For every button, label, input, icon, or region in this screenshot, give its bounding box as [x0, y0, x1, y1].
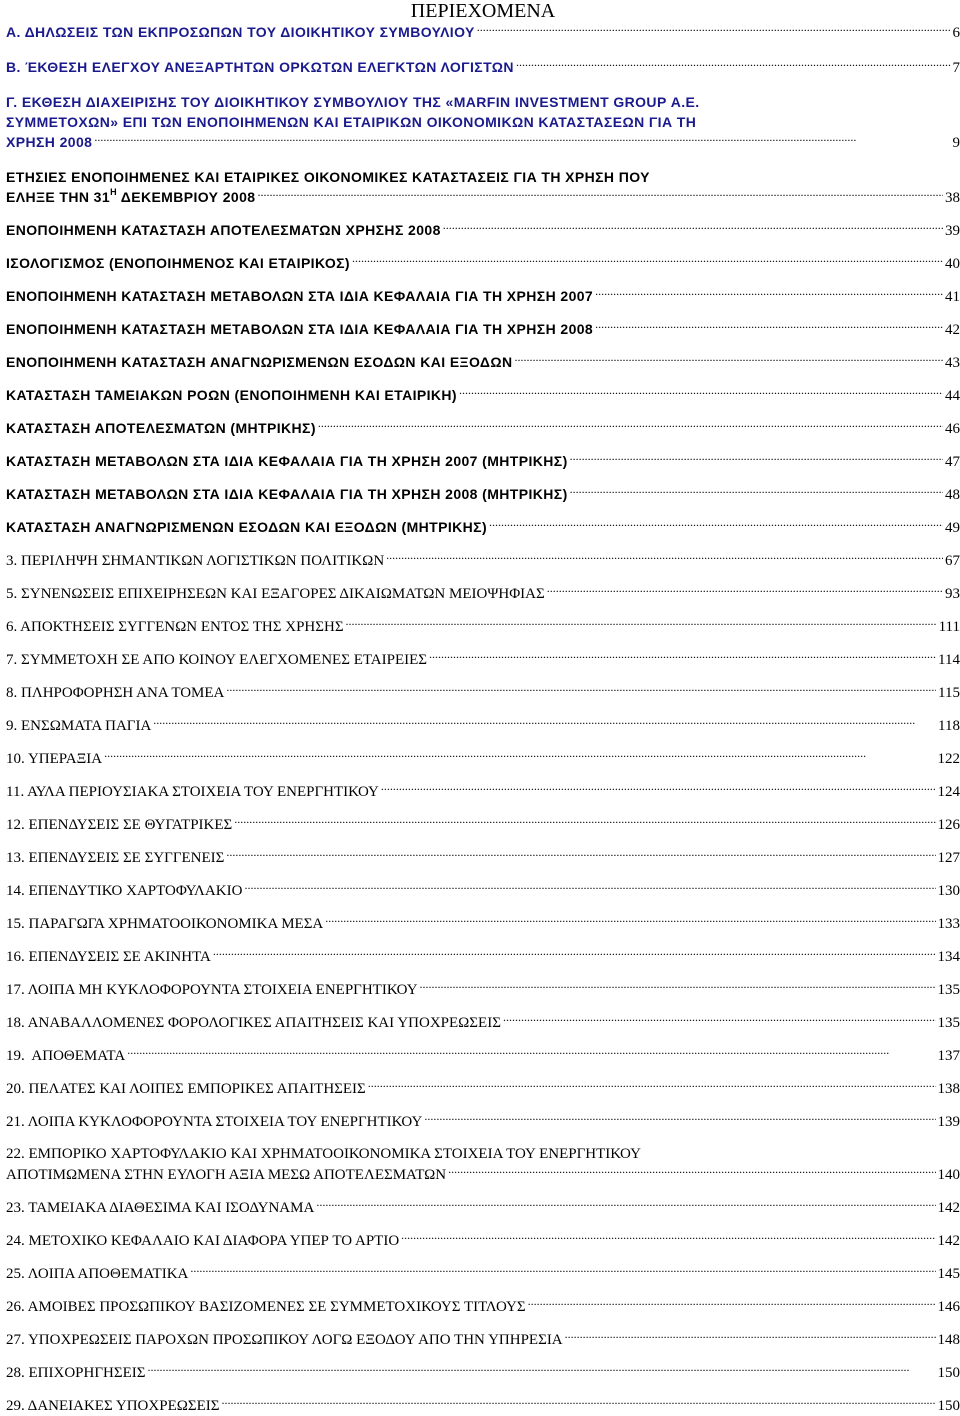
toc-entry-title: 13. ΕΠΕΝΔΥΣΕΙΣ ΣΕ ΣΥΓΓΕΝΕΙΣ: [6, 848, 224, 868]
toc-entry-line: ΣΥΜΜΕΤΟΧΩΝ» ΕΠΙ ΤΩΝ ΕΝΟΠΟΙΗΜΕΝΩΝ ΚΑΙ ΕΤΑΙΡΙΚΩΝ ΟΙΚΟΝΟΜΙΚΩΝ ΚΑΤΑΣΤΑΣΕΩΝ ΓΙΑ ΤΗ: [6, 112, 960, 132]
toc-page-number: 124: [938, 782, 960, 802]
toc-entry[interactable]: [6, 649, 960, 670]
toc-entry[interactable]: [6, 550, 960, 571]
toc-entry-last-line: [6, 286, 960, 307]
toc-page-number: 114: [938, 650, 960, 670]
toc-entry[interactable]: [6, 319, 960, 340]
dot-leader: [514, 353, 943, 367]
toc-entry-title: 10. ΥΠΕΡΑΞΙΑ: [6, 749, 102, 769]
toc-entry-title: 3. ΠΕΡΙΛΗΨΗ ΣΗΜΑΝΤΙΚΩΝ ΛΟΓΙΣΤΙΚΩΝ ΠΟΛΙΤΙΚΩΝ: [6, 551, 384, 571]
dot-leader: [595, 287, 943, 301]
toc-page-number: 46: [945, 419, 960, 439]
toc-entry[interactable]: [6, 1230, 960, 1251]
toc-entry[interactable]: [6, 1329, 960, 1350]
dot-leader: [346, 616, 937, 631]
toc-page-number: 67: [945, 551, 960, 571]
toc-entry-last-line: [6, 1078, 960, 1099]
toc-entry-title: ΧΡΗΣΗ 2008: [6, 132, 92, 152]
toc-entry-last-line: [6, 57, 960, 78]
toc-entry-title: ΚΑΤΑΣΤΑΣΗ ΑΝΑΓΝΩΡΙΣΜΕΝΩΝ ΕΣΟΔΩΝ ΚΑΙ ΕΞΟΔΩΝ (ΜΗΤΡΙΚΗΣ): [6, 517, 487, 537]
toc-entry[interactable]: [6, 1111, 960, 1132]
toc-entry-title: ΙΣΟΛΟΓΙΣΜΟΣ (ΕΝΟΠΟΙΗΜΕΝΟΣ ΚΑΙ ΕΤΑΙΡΙΚΟΣ): [6, 253, 350, 273]
toc-entry[interactable]: [6, 1144, 960, 1185]
toc-page-number: 93: [945, 584, 960, 604]
toc-entry-title-suffix: ΔΕΚΕΜΒΡΙΟΥ 2008: [117, 189, 256, 205]
toc-page-number: 42: [945, 320, 960, 340]
dot-leader: [381, 781, 936, 796]
toc-entry-title: ΚΑΤΑΣΤΑΣΗ ΜΕΤΑΒΟΛΩΝ ΣΤΑ ΙΔΙΑ ΚΕΦΑΛΑΙΑ ΓΙΑ ΤΗ ΧΡΗΣΗ 2008 (ΜΗΤΡΙΚΗΣ): [6, 484, 568, 504]
toc-page-number: 39: [945, 221, 960, 241]
toc-page-number: 44: [945, 386, 960, 406]
dot-leader: [222, 1395, 936, 1410]
toc-entry-title: 14. ΕΠΕΝΔΥΤΙΚΟ ΧΑΡΤΟΦΥΛΑΚΙΟ: [6, 881, 242, 901]
toc-entry[interactable]: [6, 847, 960, 868]
toc-entry-last-line: [6, 1263, 960, 1284]
toc-page-number: 139: [938, 1112, 960, 1132]
toc-page-number: 135: [938, 980, 960, 1000]
dot-leader: [244, 880, 935, 895]
dot-leader: [477, 23, 951, 37]
toc-entry[interactable]: [6, 253, 960, 274]
toc-entry-last-line: [6, 132, 960, 153]
toc-entry[interactable]: [6, 1362, 960, 1383]
dot-leader: [213, 946, 936, 961]
toc-page-number: 43: [945, 353, 960, 373]
toc-page-number: 47: [945, 452, 960, 472]
toc-entry[interactable]: [6, 979, 960, 1000]
toc-page-number: 122: [938, 749, 960, 769]
dot-leader: [401, 1230, 935, 1245]
dot-leader: [127, 1045, 935, 1060]
toc-entry-line: ΕΤΗΣΙΕΣ ΕΝΟΠΟΙΗΜΕΝΕΣ ΚΑΙ ΕΤΑΙΡΙΚΕΣ ΟΙΚΟΝΟΜΙΚΕΣ ΚΑΤΑΣΤΑΣΕΙΣ ΓΙΑ ΤΗ ΧΡΗΣΗ ΠΟΥ: [6, 167, 960, 187]
toc-page-number: 134: [938, 947, 960, 967]
toc-entry-title: ΕΝΟΠΟΙΗΜΕΝΗ ΚΑΤΑΣΤΑΣΗ ΜΕΤΑΒΟΛΩΝ ΣΤΑ ΙΔΙΑ ΚΕΦΑΛΑΙΑ ΓΙΑ ΤΗ ΧΡΗΣΗ 2007: [6, 286, 593, 306]
dot-leader: [226, 682, 936, 697]
toc-entry[interactable]: [6, 1078, 960, 1099]
toc-page-number: 118: [938, 716, 960, 736]
dot-leader: [352, 254, 943, 268]
toc-entry-title: 7. ΣΥΜΜΕΤΟΧΗ ΣΕ ΑΠΟ ΚΟΙΝΟΥ ΕΛΕΓΧΟΜΕΝΕΣ ΕΤΑΙΡΕΙΕΣ: [6, 650, 427, 670]
dot-leader: [503, 1012, 936, 1027]
toc-entry[interactable]: [6, 167, 960, 208]
toc-entry-last-line: [6, 880, 960, 901]
toc-entry-last-line: [6, 847, 960, 868]
toc-entry-title: ΚΑΤΑΣΤΑΣΗ ΑΠΟΤΕΛΕΣΜΑΤΩΝ (ΜΗΤΡΙΚΗΣ): [6, 418, 316, 438]
toc-entry-last-line: [6, 748, 960, 769]
toc-entry-last-line: [6, 649, 960, 670]
toc-entry-last-line: [6, 1296, 960, 1317]
toc-entry-title: 6. ΑΠΟΚΤΗΣΕΙΣ ΣΥΓΓΕΝΩΝ ΕΝΤΟΣ ΤΗΣ ΧΡΗΣΗΣ: [6, 617, 344, 637]
toc-entry-title: 24. ΜΕΤΟΧΙΚΟ ΚΕΦΑΛΑΙΟ ΚΑΙ ΔΙΑΦΟΡΑ ΥΠΕΡ ΤΟ ΑΡΤΙΟ: [6, 1231, 399, 1251]
dot-leader: [429, 649, 936, 664]
dot-leader: [316, 1197, 935, 1212]
toc-entry-last-line: [6, 385, 960, 406]
dot-leader: [234, 814, 935, 829]
toc-entry[interactable]: [6, 1045, 960, 1066]
toc-page-number: 41: [945, 287, 960, 307]
dot-leader: [420, 979, 936, 994]
toc-entry[interactable]: [6, 517, 960, 538]
toc-entry[interactable]: [6, 1263, 960, 1284]
toc-entry-last-line: [6, 484, 960, 505]
toc-entry[interactable]: [6, 583, 960, 604]
dot-leader: [318, 419, 943, 433]
toc-entry-last-line: [6, 913, 960, 934]
toc-entry-last-line: [6, 319, 960, 340]
toc-entry-last-line: [6, 616, 960, 637]
toc-entry[interactable]: [6, 92, 960, 153]
toc-entry[interactable]: [6, 1296, 960, 1317]
toc-entry-line: 22. ΕΜΠΟΡΙΚΟ ΧΑΡΤΟΦΥΛΑΚΙΟ ΚΑΙ ΧΡΗΜΑΤΟΟΙΚΟΝΟΜΙΚΑ ΣΤΟΙΧΕΙΑ ΤΟΥ ΕΝΕΡΓΗΤΙΚΟΥ: [6, 1144, 960, 1164]
toc-entry-last-line: [6, 253, 960, 274]
toc-entry[interactable]: [6, 57, 960, 78]
toc-entry-title: 15. ΠΑΡΑΓΩΓΑ ΧΡΗΜΑΤΟΟΙΚΟΝΟΜΙΚΑ ΜΕΣΑ: [6, 914, 323, 934]
dot-leader: [459, 386, 943, 400]
toc-entry-last-line: [6, 715, 960, 736]
dot-leader: [565, 1329, 936, 1344]
toc-entry[interactable]: [6, 781, 960, 802]
toc-entry-last-line: [6, 550, 960, 571]
toc-entry-last-line: [6, 220, 960, 241]
toc-entry-last-line: [6, 187, 960, 208]
toc-entry-title: ΚΑΤΑΣΤΑΣΗ ΤΑΜΕΙΑΚΩΝ ΡΟΩΝ (ΕΝΟΠΟΙΗΜΕΝΗ ΚΑΙ ΕΤΑΙΡΙΚΗ): [6, 385, 457, 405]
toc-entry-title: ΑΠΟΤΙΜΩΜΕΝΑ ΣΤΗΝ ΕΥΛΟΓΗ ΑΞΙΑ ΜΕΣΩ ΑΠΟΤΕΛΕΣΜΑΤΩΝ: [6, 1165, 446, 1185]
toc-entry-last-line: [6, 1012, 960, 1033]
dot-leader: [443, 221, 943, 235]
toc-entry-title: 29. ΔΑΝΕΙΑΚΕΣ ΥΠΟΧΡΕΩΣΕΙΣ: [6, 1396, 220, 1416]
toc-entry-title: 11. ΑΥΛΑ ΠΕΡΙΟΥΣΙΑΚΑ ΣΤΟΙΧΕΙΑ ΤΟΥ ΕΝΕΡΓΗΤΙΚΟΥ: [6, 782, 379, 802]
toc-page-number: 115: [938, 683, 960, 703]
dot-leader: [547, 583, 943, 598]
dot-leader: [368, 1078, 936, 1093]
toc-entry[interactable]: [6, 286, 960, 307]
toc-entry-title: ΕΝΟΠΟΙΗΜΕΝΗ ΚΑΤΑΣΤΑΣΗ ΑΠΟΤΕΛΕΣΜΑΤΩΝ ΧΡΗΣΗΣ 2008: [6, 220, 441, 240]
toc-entry-last-line: [6, 781, 960, 802]
toc-entry-title: 25. ΛΟΙΠΑ ΑΠΟΘΕΜΑΤΙΚΑ: [6, 1264, 188, 1284]
toc-entry-title: 8. ΠΛΗΡΟΦΟΡΗΣΗ ΑΝΑ ΤΟΜΕΑ: [6, 683, 224, 703]
toc-entry-title: [6, 187, 255, 207]
toc-entry-title: ΕΝΟΠΟΙΗΜΕΝΗ ΚΑΤΑΣΤΑΣΗ ΑΝΑΓΝΩΡΙΣΜΕΝΩΝ ΕΣΟΔΩΝ ΚΑΙ ΕΞΟΔΩΝ: [6, 352, 512, 372]
toc-entry[interactable]: [6, 880, 960, 901]
dot-leader: [257, 188, 943, 202]
toc-entry-title: Β. ΈΚΘΕΣΗ ΕΛΕΓΧΟΥ ΑΝΕΞΑΡΤΗΤΩΝ ΟΡΚΩΤΩΝ ΕΛΕΓΚΤΩΝ ΛΟΓΙΣΤΩΝ: [6, 57, 514, 77]
toc-entry[interactable]: [6, 1395, 960, 1416]
toc-entry[interactable]: [6, 385, 960, 406]
dot-leader: [147, 1362, 935, 1377]
toc-entry-title: 16. ΕΠΕΝΔΥΣΕΙΣ ΣΕ ΑΚΙΝΗΤΑ: [6, 947, 211, 967]
toc-entry-title: 5. ΣΥΝΕΝΩΣΕΙΣ ΕΠΙΧΕΙΡΗΣΕΩΝ ΚΑΙ ΕΞΑΓΟΡΕΣ ΔΙΚΑΙΩΜΑΤΩΝ ΜΕΙΟΨΗΦΙΑΣ: [6, 584, 545, 604]
toc-entry[interactable]: [6, 220, 960, 241]
toc-page-number: 38: [945, 188, 960, 208]
dot-leader: [570, 452, 943, 466]
toc-page-number: 137: [938, 1046, 960, 1066]
dot-leader: [448, 1164, 935, 1179]
toc-entry-title: 21. ΛΟΙΠΑ ΚΥΚΛΟΦΟΡΟΥΝΤΑ ΣΤΟΙΧΕΙΑ ΤΟΥ ΕΝΕΡΓΗΤΙΚΟΥ: [6, 1112, 422, 1132]
dot-leader: [325, 913, 935, 928]
toc-page-number: 133: [938, 914, 960, 934]
toc-entry[interactable]: [6, 913, 960, 934]
toc-page-number: 150: [938, 1396, 960, 1416]
toc-entry[interactable]: [6, 748, 960, 769]
toc-entry-last-line: [6, 1045, 960, 1066]
toc-page-number: 142: [938, 1198, 960, 1218]
toc-entry[interactable]: [6, 484, 960, 505]
dot-leader: [489, 518, 943, 532]
toc-entry-last-line: [6, 682, 960, 703]
toc-page-number: 126: [938, 815, 960, 835]
dot-leader: [595, 320, 943, 334]
toc-entry-title: ΚΑΤΑΣΤΑΣΗ ΜΕΤΑΒΟΛΩΝ ΣΤΑ ΙΔΙΑ ΚΕΦΑΛΑΙΑ ΓΙΑ ΤΗ ΧΡΗΣΗ 2007 (ΜΗΤΡΙΚΗΣ): [6, 451, 568, 471]
toc-entry-last-line: [6, 946, 960, 967]
toc-page-number: 135: [938, 1013, 960, 1033]
toc-entry-superscript: Η: [110, 187, 117, 197]
toc-entry-last-line: [6, 1164, 960, 1185]
dot-leader: [528, 1296, 936, 1311]
toc-entry-title: 26. ΑΜΟΙΒΕΣ ΠΡΟΣΩΠΙΚΟΥ ΒΑΣΙΖΟΜΕΝΕΣ ΣΕ ΣΥΜΜΕΤΟΧΙΚΟΥΣ ΤΙΤΛΟΥΣ: [6, 1297, 526, 1317]
toc-entry-title: 27. ΥΠΟΧΡΕΩΣΕΙΣ ΠΑΡΟΧΩΝ ΠΡΟΣΩΠΙΚΟΥ ΛΟΓΩ ΕΞΟΔΟΥ ΑΠΟ ΤΗΝ ΥΠΗΡΕΣΙΑ: [6, 1330, 563, 1350]
toc-entry-last-line: [6, 1230, 960, 1251]
toc-title: ΠΕΡΙΕΧΟΜΕΝΑ: [6, 0, 960, 22]
toc-page-number: 127: [938, 848, 960, 868]
toc-entry-line: Γ. ΕΚΘΕΣΗ ΔΙΑΧΕΙΡΙΣΗΣ ΤΟΥ ΔΙΟΙΚΗΤΙΚΟΥ ΣΥΜΒΟΥΛΙΟΥ ΤΗΣ «MARFIN INVESTMENT GROUP Α.Ε.: [6, 92, 960, 112]
toc-page-number: 148: [938, 1330, 960, 1350]
toc-entry-last-line: [6, 979, 960, 1000]
toc-entry-title: 23. ΤΑΜΕΙΑΚΑ ΔΙΑΘΕΣΙΜΑ ΚΑΙ ΙΣΟΔΥΝΑΜΑ: [6, 1198, 314, 1218]
toc-entry[interactable]: [6, 22, 960, 43]
toc-entry-last-line: [6, 1111, 960, 1132]
toc-entry-last-line: [6, 1197, 960, 1218]
toc-entry-last-line: [6, 1329, 960, 1350]
toc-page-number: 7: [953, 58, 960, 78]
toc-page-number: 49: [945, 518, 960, 538]
toc-entry-last-line: [6, 418, 960, 439]
toc-entry-last-line: [6, 583, 960, 604]
toc-entry-title: 17. ΛΟΙΠΑ ΜΗ ΚΥΚΛΟΦΟΡΟΥΝΤΑ ΣΤΟΙΧΕΙΑ ΕΝΕΡΓΗΤΙΚΟΥ: [6, 980, 418, 1000]
toc-entry-title-prefix: ΕΛΗΞΕ ΤΗΝ 31: [6, 189, 110, 205]
toc-entry-last-line: [6, 451, 960, 472]
dot-leader: [104, 748, 935, 763]
toc-page-number: 111: [939, 617, 960, 637]
toc-page-number: 146: [938, 1297, 960, 1317]
dot-leader: [516, 58, 951, 72]
toc-entry-title: 20. ΠΕΛΑΤΕΣ ΚΑΙ ΛΟΙΠΕΣ ΕΜΠΟΡΙΚΕΣ ΑΠΑΙΤΗΣΕΙΣ: [6, 1079, 366, 1099]
toc-entry[interactable]: [6, 451, 960, 472]
toc-entry-last-line: [6, 1395, 960, 1416]
toc-entry[interactable]: [6, 814, 960, 835]
toc-page-number: 9: [953, 133, 960, 153]
toc-entry-last-line: [6, 517, 960, 538]
toc-entry[interactable]: [6, 1012, 960, 1033]
toc-page-number: 140: [938, 1165, 960, 1185]
toc-entry-last-line: [6, 814, 960, 835]
toc-page-number: 142: [938, 1231, 960, 1251]
toc-entry-title: 19. ΑΠΟΘΕΜΑΤΑ: [6, 1046, 125, 1066]
toc-page-number: 130: [938, 881, 960, 901]
toc-page-number: 6: [953, 23, 960, 43]
toc-entry[interactable]: [6, 616, 960, 637]
dot-leader: [153, 715, 936, 730]
toc-page-number: 48: [945, 485, 960, 505]
toc-entry-title: 12. ΕΠΕΝΔΥΣΕΙΣ ΣΕ ΘΥΓΑΤΡΙΚΕΣ: [6, 815, 232, 835]
toc-entry[interactable]: [6, 352, 960, 373]
toc-entry[interactable]: [6, 946, 960, 967]
toc-entry[interactable]: [6, 682, 960, 703]
toc-entry-title: Α. ΔΗΛΩΣΕΙΣ ΤΩΝ ΕΚΠΡΟΣΩΠΩΝ ΤΟΥ ΔΙΟΙΚΗΤΙΚΟΥ ΣΥΜΒΟΥΛΙΟΥ: [6, 22, 475, 42]
toc-entry-title: 28. ΕΠΙΧΟΡΗΓΗΣΕΙΣ: [6, 1363, 145, 1383]
toc-entry-title: 9. ΕΝΣΩΜΑΤΑ ΠΑΓΙΑ: [6, 716, 151, 736]
dot-leader: [190, 1263, 935, 1278]
toc-entry[interactable]: [6, 418, 960, 439]
toc-entry-title: 18. ΑΝΑΒΑΛΛΟΜΕΝΕΣ ΦΟΡΟΛΟΓΙΚΕΣ ΑΠΑΙΤΗΣΕΙΣ ΚΑΙ ΥΠΟΧΡΕΩΣΕΙΣ: [6, 1013, 501, 1033]
toc-page-number: 145: [938, 1264, 960, 1284]
toc-page-number: 40: [945, 254, 960, 274]
toc-entry-title: ΕΝΟΠΟΙΗΜΕΝΗ ΚΑΤΑΣΤΑΣΗ ΜΕΤΑΒΟΛΩΝ ΣΤΑ ΙΔΙΑ ΚΕΦΑΛΑΙΑ ΓΙΑ ΤΗ ΧΡΗΣΗ 2008: [6, 319, 593, 339]
dot-leader: [424, 1111, 935, 1126]
toc-list: [6, 22, 960, 1416]
toc-entry-last-line: [6, 1362, 960, 1383]
dot-leader: [94, 133, 950, 147]
dot-leader: [226, 847, 935, 862]
toc-page-number: 138: [938, 1079, 960, 1099]
dot-leader: [386, 550, 943, 565]
toc-page-number: 150: [938, 1363, 960, 1383]
toc-entry[interactable]: [6, 715, 960, 736]
toc-page: [6, 0, 960, 1416]
toc-entry-last-line: [6, 22, 960, 43]
toc-entry[interactable]: [6, 1197, 960, 1218]
toc-entry-last-line: [6, 352, 960, 373]
dot-leader: [570, 485, 943, 499]
